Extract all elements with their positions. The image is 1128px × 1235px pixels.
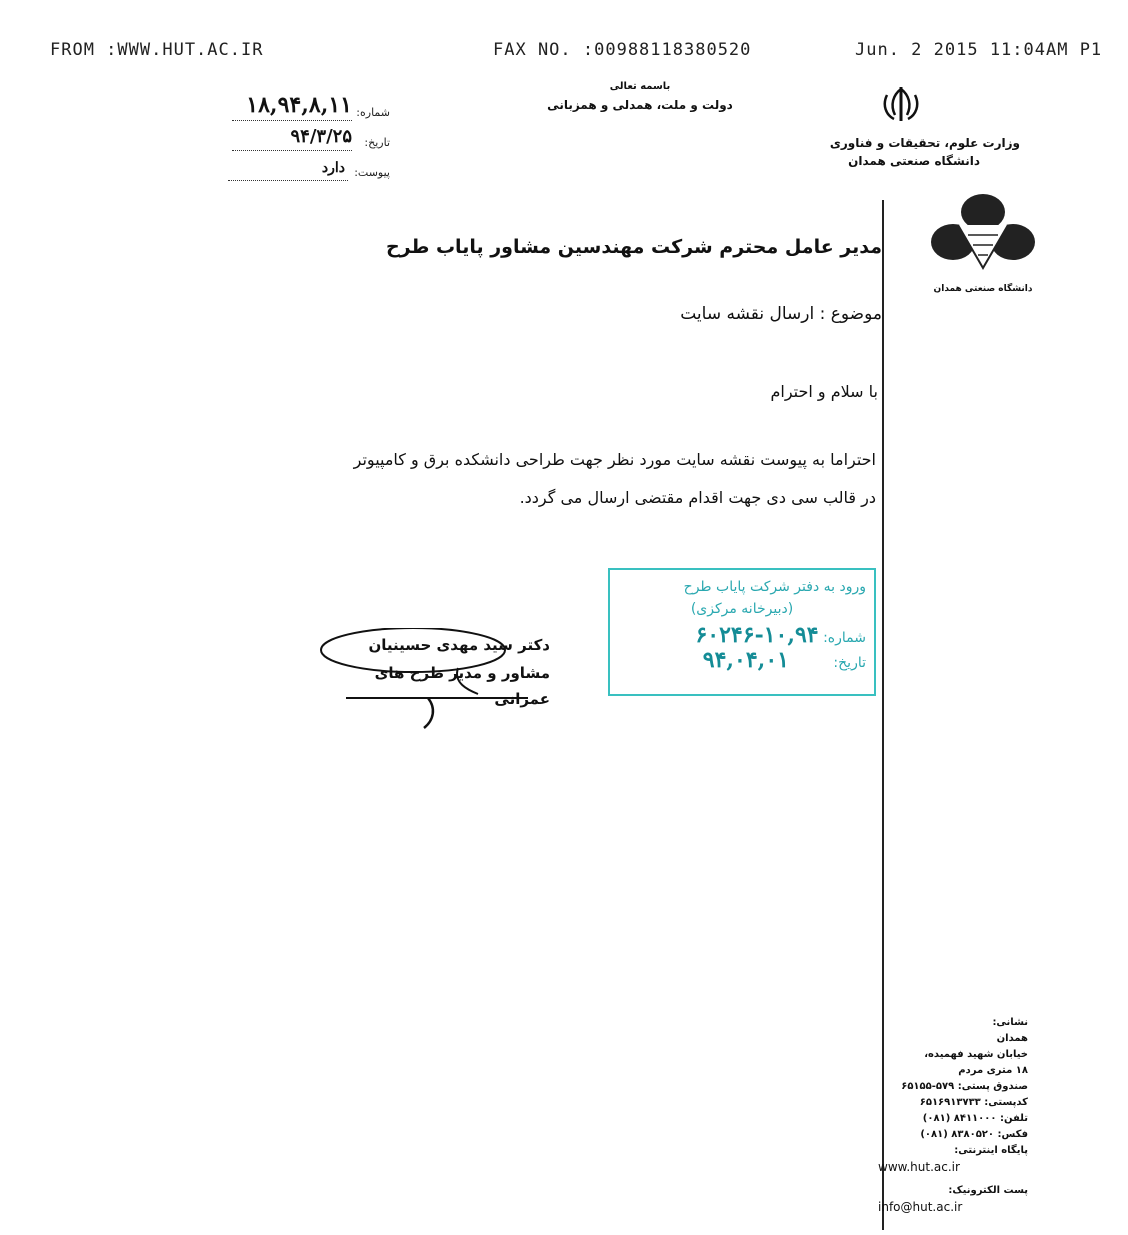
ref-number-line: [232, 120, 352, 122]
letter-greeting: با سلام و احترام: [770, 382, 878, 401]
ref-attachment-line: [228, 180, 348, 182]
ref-date-value: ۹۴/۳/۲۵: [290, 126, 352, 147]
ref-number-value: ۱۸,۹۴,۸,۱۱: [246, 92, 352, 118]
letter-body: [236, 441, 876, 517]
address-po-box: صندوق پستی: ۵۷۹-۶۵۱۵۵: [901, 1081, 1028, 1092]
stamp-date-value: ۹۴,۰۴,۰۱: [702, 647, 789, 673]
national-emblem-icon: [878, 85, 924, 125]
bismillah: باسمه تعالی: [609, 81, 671, 92]
ref-attachment-value: دارد: [321, 160, 345, 176]
stamp-title: ورود به دفتر شرکت پایاب طرح: [683, 579, 866, 595]
letter-subject: موضوع : ارسال نقشه سایت: [680, 304, 882, 324]
letter-body-line-1: احتراما به پیوست نقشه سایت مورد نظر جهت طراحی دانشکده برق و کامپیوتر: [353, 450, 876, 469]
address-street: خیابان شهید فهمیده،: [924, 1049, 1028, 1060]
signatory-name: دکتر سید مهدی حسینیان: [368, 636, 550, 654]
receipt-stamp: [608, 568, 876, 696]
university-name: دانشگاه صنعتی همدان: [848, 154, 980, 168]
letter-addressee: مدیر عامل محترم شرکت مهندسین مشاور پایاب طرح: [385, 236, 882, 258]
address-postal-code: کدپستی: ۶۵۱۶۹۱۳۷۳۳: [919, 1097, 1028, 1108]
address-website[interactable]: www.hut.ac.ir: [878, 1160, 960, 1174]
logo-caption: دانشگاه صنعتی همدان: [933, 284, 1033, 294]
stamp-number-label: شماره:: [823, 630, 866, 646]
address-website-label: پایگاه اینترنتی:: [954, 1145, 1028, 1156]
fax-number: FAX NO. :00988118380520: [493, 40, 752, 60]
ministry-name: وزارت علوم، تحقیقات و فناوری: [829, 136, 1020, 150]
ref-number-label: شماره:: [356, 106, 390, 119]
stamp-subtitle: (دبیرخانه مرکزی): [690, 601, 794, 617]
address-block: [878, 1015, 1028, 1215]
university-logo-icon: [928, 190, 1038, 280]
ref-date-line: [232, 150, 352, 152]
letter-header-center: [540, 78, 740, 114]
address-email[interactable]: info@hut.ac.ir: [878, 1200, 963, 1214]
signatory-title: مشاور و مدیر طرح های عمرانی: [374, 664, 550, 708]
address-fax: فکس: ۸۳۸۰۵۲۰ (۰۸۱): [920, 1129, 1028, 1140]
ref-attachment-row: [225, 162, 390, 186]
university-logo: [928, 190, 1038, 295]
stamp-date-row: [618, 649, 866, 674]
address-road: ۱۸ متری مردم: [958, 1065, 1028, 1076]
letter-body-line-2: در قالب سی دی جهت اقدام مقتضی ارسال می گردد.: [519, 488, 876, 507]
address-phone: تلفن: ۸۴۱۱۰۰۰ (۰۸۱): [922, 1113, 1028, 1124]
fax-date: Jun. 2 2015 11:04AM P1: [855, 40, 1103, 60]
address-label: نشانی:: [992, 1017, 1028, 1028]
ministry-block: [800, 134, 1020, 170]
address-city: همدان: [996, 1033, 1028, 1044]
stamp-number-row: [618, 624, 866, 649]
stamp-number-value: ۱۰,۹۴-۶۰۲۴۶: [695, 622, 819, 648]
address-email-label: پست الکترونیک:: [948, 1185, 1028, 1196]
ref-attachment-label: پیوست:: [354, 166, 390, 179]
stamp-date-label: تاریخ:: [833, 655, 866, 671]
signature-block: [318, 628, 558, 738]
reference-block: [225, 92, 390, 187]
ref-date-label: تاریخ:: [364, 136, 390, 149]
fax-from: FROM :WWW.HUT.AC.IR: [50, 40, 264, 60]
ref-number-row: [225, 92, 390, 122]
ref-date-row: [225, 126, 390, 156]
slogan: دولت و ملت، همدلی و همزبانی: [547, 98, 733, 112]
